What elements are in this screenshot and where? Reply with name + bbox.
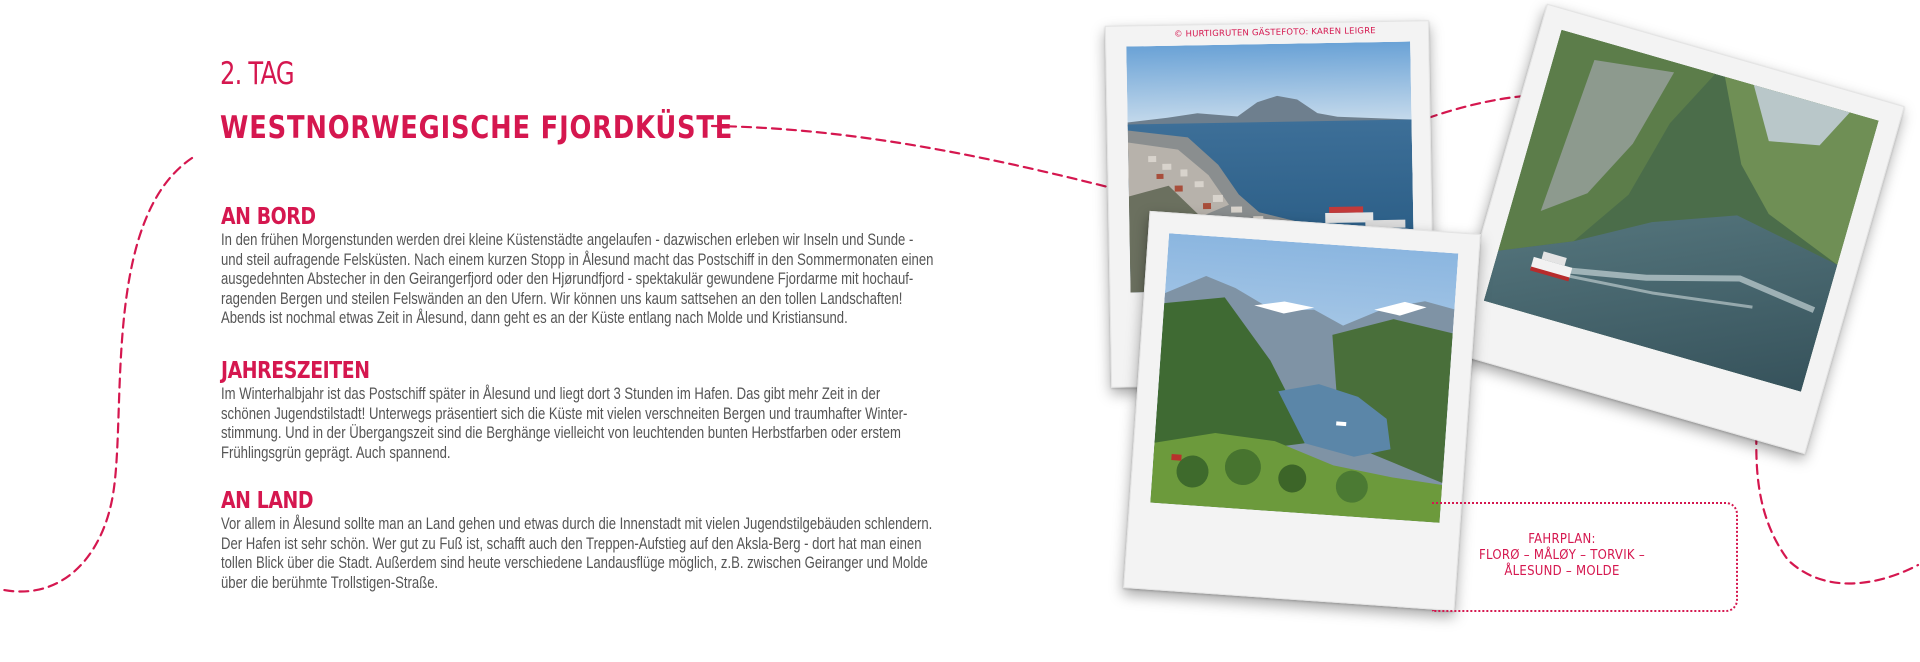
text-line: ausgedehnten Abstecher in den Geirangerfjord oder den Hjørundfjord - spektakulär gewundene Fjordarme mit hochauf- bbox=[221, 269, 914, 289]
section-heading: AN BORD bbox=[221, 204, 316, 230]
polaroid-photo-ship-fjord bbox=[1447, 4, 1904, 455]
text-line: stimmung. Und in der Übergangszeit sind die Berghänge vielleicht von leuchtenden bunten Herbstfarben oder erstem bbox=[221, 423, 901, 443]
text-line: schönen Jugendstilstadt! Unterwegs präsentiert sich die Küste mit vielen verschneiten Bergen und traumhafter Winter- bbox=[221, 403, 908, 423]
section-heading: AN LAND bbox=[221, 488, 314, 514]
text-line: tollen Blick über die Stadt. Außerdem sind heute verschiedene Landausflüge möglich, z.B. zwischen Geiranger und Molde bbox=[221, 553, 928, 573]
text-line: Frühlingsgrün geprägt. Auch spannend. bbox=[221, 442, 451, 462]
photo-geirangerfjord-valley bbox=[1150, 233, 1458, 523]
text-line: Abends ist nochmal etwas Zeit in Ålesund, dann geht es an der Küste entlang nach Molde und Kristiansund. bbox=[221, 308, 848, 328]
polaroid-photo-geirangerfjord bbox=[1123, 211, 1481, 611]
timetable-route-line: ÅLESUND – MOLDE bbox=[1504, 564, 1620, 579]
photo-credit: © HURTIGRUTEN GÄSTEFOTO: KAREN LEIGRE bbox=[1173, 26, 1376, 40]
section-text bbox=[221, 384, 1051, 462]
text-line: ragenden Bergen und steilen Felswänden an den Ufern. Wir können uns kaum sattsehen an den tollen Landschaften! bbox=[221, 288, 903, 308]
timetable-label: FAHRPLAN: bbox=[1528, 532, 1596, 547]
timetable-text bbox=[1445, 532, 1679, 580]
photo-ship-in-fjord bbox=[1484, 30, 1879, 392]
text-line: und steil aufragende Felsküsten. Nach einem kurzen Stopp in Ålesund macht das Postschiff in den Sommermonaten einen bbox=[221, 249, 934, 269]
timetable-route-line: FLORØ – MÅLØY – TORVIK – bbox=[1479, 548, 1645, 563]
page-title: WESTNORWEGISCHE FJORDKÜSTE bbox=[220, 110, 734, 146]
section-text bbox=[221, 514, 1051, 592]
section-text bbox=[221, 230, 1051, 328]
text-line: Vor allem in Ålesund sollte man an Land gehen und etwas durch die Innenstadt mit vielen Jugendstilgebäuden schlendern. bbox=[221, 514, 933, 533]
section-an-bord bbox=[221, 204, 1161, 328]
section-heading: JAHRESZEITEN bbox=[221, 358, 370, 384]
text-line: Im Winterhalbjahr ist das Postschiff später in Ålesund und liegt dort 3 Stunden im Hafen. Das gibt mehr Zeit in der bbox=[221, 384, 881, 403]
text-line: In den frühen Morgenstunden werden drei kleine Küstenstädte angelaufen - dazwischen erleben wir Inseln und Sunde - bbox=[221, 230, 914, 249]
text-line: über die berühmte Trollstigen-Straße. bbox=[221, 572, 439, 592]
text-line: Der Hafen ist sehr schön. Wer gut zu Fuß ist, schafft auch den Treppen-Aufstieg auf den Aksla-Berg - dort hat man einen bbox=[221, 533, 922, 553]
timetable-box bbox=[1432, 502, 1738, 612]
day-label: 2. TAG bbox=[220, 56, 294, 92]
section-an-land bbox=[221, 488, 1161, 592]
section-jahreszeiten bbox=[221, 358, 1161, 462]
